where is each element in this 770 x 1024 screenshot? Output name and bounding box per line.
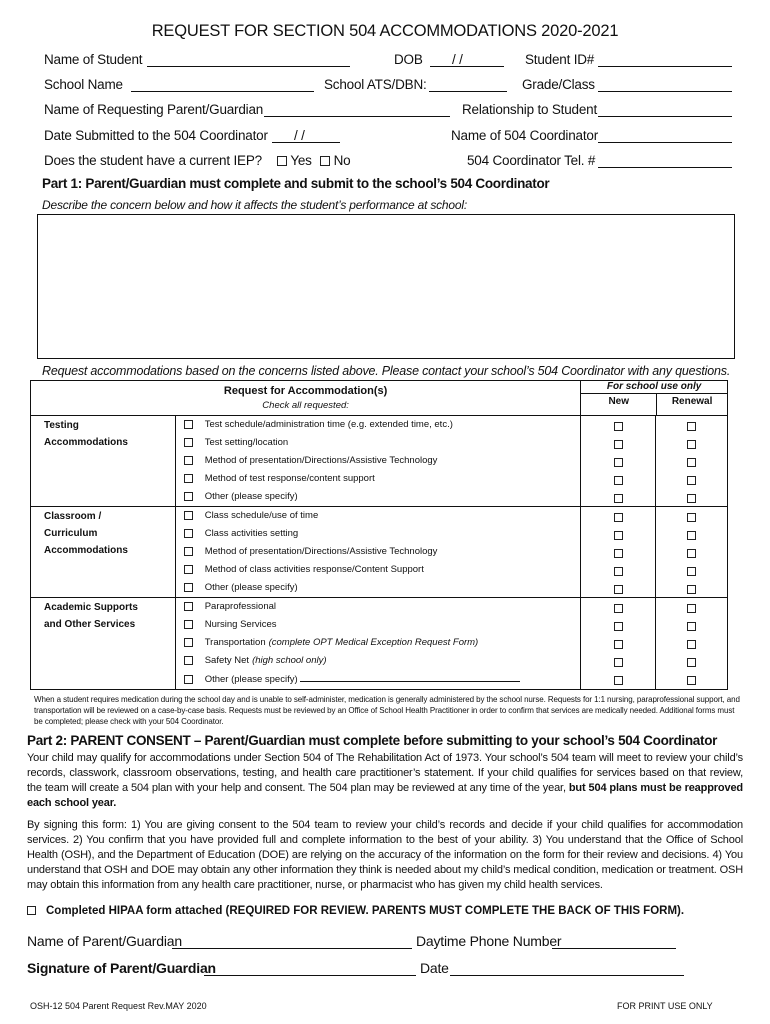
school-use-new-checkbox[interactable]	[614, 476, 623, 485]
date-submitted-field[interactable]	[272, 128, 340, 143]
school-use-new-checkbox[interactable]	[614, 585, 623, 594]
school-use-renewal-checkbox[interactable]	[687, 604, 696, 613]
parent-name-label: Name of Parent/Guardian	[27, 933, 182, 949]
accommodation-text: Nursing Services	[204, 619, 277, 630]
school-use-new-checkbox[interactable]	[614, 531, 623, 540]
accommodation-item[interactable]	[175, 670, 581, 690]
school-use-renewal-cell	[656, 507, 728, 526]
school-use-renewal-checkbox[interactable]	[687, 658, 696, 667]
specify-field[interactable]	[300, 670, 520, 682]
school-use-renewal-cell	[656, 616, 728, 634]
name-504-field[interactable]	[598, 128, 732, 143]
school-use-renewal-checkbox[interactable]	[687, 567, 696, 576]
school-use-new-cell	[581, 670, 656, 690]
school-use-renewal-checkbox[interactable]	[687, 549, 696, 558]
name-of-student-label: Name of Student	[44, 52, 143, 67]
requesting-parent-field[interactable]	[264, 102, 450, 117]
school-use-renewal-cell	[656, 634, 728, 652]
accommodation-item[interactable]	[175, 470, 581, 488]
iep-yes-checkbox[interactable]	[277, 156, 287, 166]
relationship-label: Relationship to Student	[462, 102, 597, 117]
accommodation-text: Transportation	[204, 637, 266, 648]
date-submitted-label: Date Submitted to the 504 Coordinator	[44, 128, 268, 143]
section-label	[31, 598, 176, 690]
school-use-new-checkbox[interactable]	[614, 422, 623, 431]
school-use-new-checkbox[interactable]	[614, 494, 623, 503]
school-use-renewal-cell	[656, 579, 728, 598]
date-label: Date	[420, 960, 449, 976]
school-use-renewal-checkbox[interactable]	[687, 458, 696, 467]
accommodation-text: Test setting/location	[204, 437, 289, 448]
accommodation-text: Other (please specify)	[204, 582, 298, 593]
accommodation-text: Other (please specify)	[204, 674, 298, 685]
table-header	[31, 381, 581, 416]
request-checkbox[interactable]	[184, 565, 193, 574]
school-use-new-cell	[581, 579, 656, 598]
iep-no-checkbox[interactable]	[320, 156, 330, 166]
school-use-new-checkbox[interactable]	[614, 440, 623, 449]
date-field[interactable]	[450, 961, 684, 976]
school-use-renewal-cell	[656, 488, 728, 507]
school-use-new-checkbox[interactable]	[614, 676, 623, 685]
hipaa-checkbox[interactable]	[27, 906, 36, 915]
accommodation-item[interactable]	[175, 634, 581, 652]
consent-paragraph-2: By signing this form: 1) You are giving consent to the 504 team to review your child’s records and decide if your child qualifies for accommodation services. 2) You confirm that you have provided full and complete information to the best of your ability. 3) You understand that the Office of School Health (OSH), and the Department of Education (DOE) are relying on the accuracy of the information on the form for their review and decisions. 4) You understand that OSH and DOE may obtain any other information they think is needed about my child’s medical condition, medication or treatment. OSH may obtain this information from any health care practitioner, nurse, or pharmacist who has given my child health services.	[27, 819, 743, 891]
col-renewal-header: Renewal	[671, 396, 713, 407]
section-label-line: Accommodations	[44, 437, 128, 448]
accommodation-item[interactable]	[175, 616, 581, 634]
section-label-line: Testing	[44, 420, 79, 431]
footer-right: FOR PRINT USE ONLY	[617, 1001, 713, 1011]
accommodation-item[interactable]	[175, 561, 581, 579]
school-use-renewal-checkbox[interactable]	[687, 676, 696, 685]
request-checkbox[interactable]	[184, 602, 193, 611]
school-use-new-cell	[581, 616, 656, 634]
tel-504-field[interactable]	[598, 153, 732, 168]
student-id-label: Student ID#	[525, 52, 595, 67]
accommodations-table	[30, 380, 728, 690]
request-checkbox[interactable]	[184, 583, 193, 592]
school-use-renewal-cell	[656, 670, 728, 690]
accommodation-text: Paraprofessional	[204, 601, 276, 612]
fine-print: When a student requires medication during the school day and is unable to self-administer, medication is generally administered by the school nurse. Requests for 1:1 nursing, paraprofessional support, and transportation will be reviewed on a case-by-case basis. Requests must be reviewed by an Office of School Health Practitioner in order to confirm that services are medically needed. Additional forms must be completed; please check with your 504 Coordinator.	[34, 695, 740, 726]
accommodation-text: Method of presentation/Directions/Assistive Technology	[204, 455, 438, 466]
school-use-new-checkbox[interactable]	[614, 622, 623, 631]
dob-label: DOB	[394, 52, 423, 67]
iep-no-option[interactable]	[320, 153, 350, 168]
accommodation-text: Method of test response/content support	[204, 473, 375, 484]
grade-class-field[interactable]	[598, 77, 732, 92]
school-use-header	[581, 381, 728, 416]
school-use-new-cell	[581, 416, 656, 435]
school-ats-field[interactable]	[429, 77, 507, 92]
request-checkbox[interactable]	[184, 474, 193, 483]
request-checkbox[interactable]	[184, 456, 193, 465]
table-row	[31, 598, 728, 617]
school-use-label: For school use only	[581, 381, 727, 394]
school-use-renewal-checkbox[interactable]	[687, 585, 696, 594]
signature-label: Signature of Parent/Guardian	[27, 960, 216, 976]
school-use-new-cell	[581, 543, 656, 561]
school-use-renewal-checkbox[interactable]	[687, 476, 696, 485]
school-use-new-checkbox[interactable]	[614, 640, 623, 649]
table-row	[31, 416, 728, 435]
request-checkbox[interactable]	[184, 438, 193, 447]
iep-yes-label: Yes	[290, 153, 312, 168]
school-use-renewal-checkbox[interactable]	[687, 422, 696, 431]
accommodation-text: Method of presentation/Directions/Assistive Technology	[204, 546, 438, 557]
school-use-renewal-cell	[656, 525, 728, 543]
requesting-parent-label: Name of Requesting Parent/Guardian	[44, 102, 264, 117]
table-row	[31, 507, 728, 526]
accommodation-item[interactable]	[175, 652, 581, 670]
grade-class-label: Grade/Class	[522, 77, 595, 92]
school-name-label: School Name	[44, 77, 123, 92]
date-submitted-separator: / /	[294, 128, 305, 143]
daytime-phone-field[interactable]	[552, 934, 676, 949]
table-title: Request for Accommodation(s)	[223, 385, 388, 397]
name-504-label: Name of 504 Coordinator	[451, 128, 598, 143]
name-of-student-field[interactable]	[147, 52, 350, 67]
request-checkbox[interactable]	[184, 547, 193, 556]
request-checkbox[interactable]	[184, 675, 193, 684]
accommodation-text: Method of class activities response/Content Support	[204, 564, 424, 575]
section-label	[31, 416, 176, 507]
school-use-new-cell	[581, 561, 656, 579]
school-use-new-cell	[581, 470, 656, 488]
hipaa-row[interactable]	[27, 905, 684, 917]
parent-name-field[interactable]	[172, 934, 412, 949]
request-checkbox[interactable]	[184, 529, 193, 538]
accommodation-item[interactable]	[175, 598, 581, 617]
dob-separator: / /	[452, 52, 463, 67]
accommodation-text: Test schedule/administration time (e.g. extended time, etc.)	[204, 419, 453, 430]
school-use-renewal-checkbox[interactable]	[687, 622, 696, 631]
school-use-new-cell	[581, 634, 656, 652]
school-use-renewal-checkbox[interactable]	[687, 440, 696, 449]
table-subtitle: Check all requested:	[262, 400, 349, 411]
request-note: Request accommodations based on the concerns listed above. Please contact your school’s 504 Coordinator with any questions.	[42, 364, 731, 378]
hipaa-label: Completed HIPAA form attached (REQUIRED FOR REVIEW. PARENTS MUST COMPLETE THE BACK OF THIS FORM).	[46, 905, 685, 917]
school-use-renewal-cell	[656, 652, 728, 670]
request-checkbox[interactable]	[184, 420, 193, 429]
school-use-renewal-checkbox[interactable]	[687, 531, 696, 540]
iep-no-label: No	[333, 153, 351, 168]
accommodation-item[interactable]	[175, 452, 581, 470]
section-label	[31, 507, 176, 598]
part1-describe: Describe the concern below and how it affects the student’s performance at school:	[42, 198, 467, 212]
part2-heading: Part 2: PARENT CONSENT – Parent/Guardian must complete before submitting to your school’s 504 Coordinator	[27, 733, 718, 748]
col-new-header: New	[581, 394, 657, 415]
request-checkbox[interactable]	[184, 656, 193, 665]
accommodation-item[interactable]	[175, 507, 581, 526]
school-use-renewal-cell	[656, 598, 728, 617]
accommodation-text: Class activities setting	[204, 528, 299, 539]
school-use-renewal-checkbox[interactable]	[687, 513, 696, 522]
school-use-renewal-cell	[656, 452, 728, 470]
footer-left: OSH-12 504 Parent Request Rev.MAY 2020	[30, 1001, 207, 1011]
school-use-renewal-cell	[656, 561, 728, 579]
section-label-line: Curriculum	[44, 528, 98, 539]
request-checkbox[interactable]	[184, 620, 193, 629]
daytime-phone-label: Daytime Phone Number	[416, 933, 562, 949]
student-id-field[interactable]	[598, 52, 732, 67]
school-use-new-checkbox[interactable]	[614, 458, 623, 467]
accommodation-text: Class schedule/use of time	[204, 510, 319, 521]
accommodation-item[interactable]	[175, 488, 581, 507]
relationship-field[interactable]	[598, 102, 732, 117]
school-use-new-checkbox[interactable]	[614, 549, 623, 558]
school-use-new-cell	[581, 434, 656, 452]
consent-paragraph-1-text: Your child may qualify for accommodations under Section 504 of The Rehabilitation Act of 1973. Your school’s 504 team will meet to review your child’s records, classwork, classroom observations, testing, and health care practitioner’s statement. If your child qualifies for services based on that review, the team will create a 504 plan with your help and consent. The 504 plan may be reviewed at any time of the year,	[27, 752, 743, 794]
tel-504-label: 504 Coordinator Tel. #	[467, 153, 596, 168]
accommodation-item[interactable]	[175, 434, 581, 452]
accommodation-note: (high school only)	[252, 655, 327, 666]
accommodation-item[interactable]	[175, 543, 581, 561]
iep-yes-option[interactable]	[277, 153, 312, 168]
accommodation-item[interactable]	[175, 416, 581, 435]
accommodation-note: (complete OPT Medical Exception Request Form)	[268, 637, 479, 648]
form-title: REQUEST FOR SECTION 504 ACCOMMODATIONS 2020-2021	[151, 22, 619, 40]
section-label-line: and Other Services	[44, 619, 136, 630]
school-use-renewal-checkbox[interactable]	[687, 494, 696, 503]
consent-paragraph-1	[27, 751, 743, 811]
school-use-new-cell	[581, 507, 656, 526]
consent-paragraph-1-bold: but 504 plans must be reapproved each school year.	[27, 782, 743, 809]
school-use-renewal-checkbox[interactable]	[687, 640, 696, 649]
dob-field[interactable]	[430, 52, 504, 67]
part1-heading: Part 1: Parent/Guardian must complete and submit to the school’s 504 Coordinator	[42, 176, 550, 191]
section-label-line: Academic Supports	[44, 602, 138, 613]
school-use-new-checkbox[interactable]	[614, 513, 623, 522]
school-use-new-cell	[581, 452, 656, 470]
request-checkbox[interactable]	[184, 638, 193, 647]
school-use-renewal-cell	[656, 434, 728, 452]
signature-field[interactable]	[204, 961, 416, 976]
request-checkbox[interactable]	[184, 492, 193, 501]
school-use-new-checkbox[interactable]	[614, 567, 623, 576]
school-use-new-cell	[581, 598, 656, 617]
school-use-renewal-cell	[656, 543, 728, 561]
school-ats-label: School ATS/DBN:	[324, 77, 427, 92]
school-use-new-cell	[581, 525, 656, 543]
school-use-new-checkbox[interactable]	[614, 604, 623, 613]
section-label-line: Accommodations	[44, 545, 128, 556]
accommodation-item[interactable]	[175, 525, 581, 543]
request-checkbox[interactable]	[184, 511, 193, 520]
school-use-new-cell	[581, 488, 656, 507]
accommodation-text: Safety Net	[204, 655, 250, 666]
school-use-renewal-cell	[656, 416, 728, 435]
section-label-line: Classroom /	[44, 511, 102, 522]
school-use-new-checkbox[interactable]	[614, 658, 623, 667]
iep-question-label: Does the student have a current IEP?	[44, 153, 262, 168]
accommodation-text: Other (please specify)	[204, 491, 298, 502]
school-use-new-cell	[581, 652, 656, 670]
school-use-renewal-cell	[656, 470, 728, 488]
accommodation-item[interactable]	[175, 579, 581, 598]
concern-textarea[interactable]	[37, 214, 735, 359]
school-name-field[interactable]	[131, 77, 314, 92]
